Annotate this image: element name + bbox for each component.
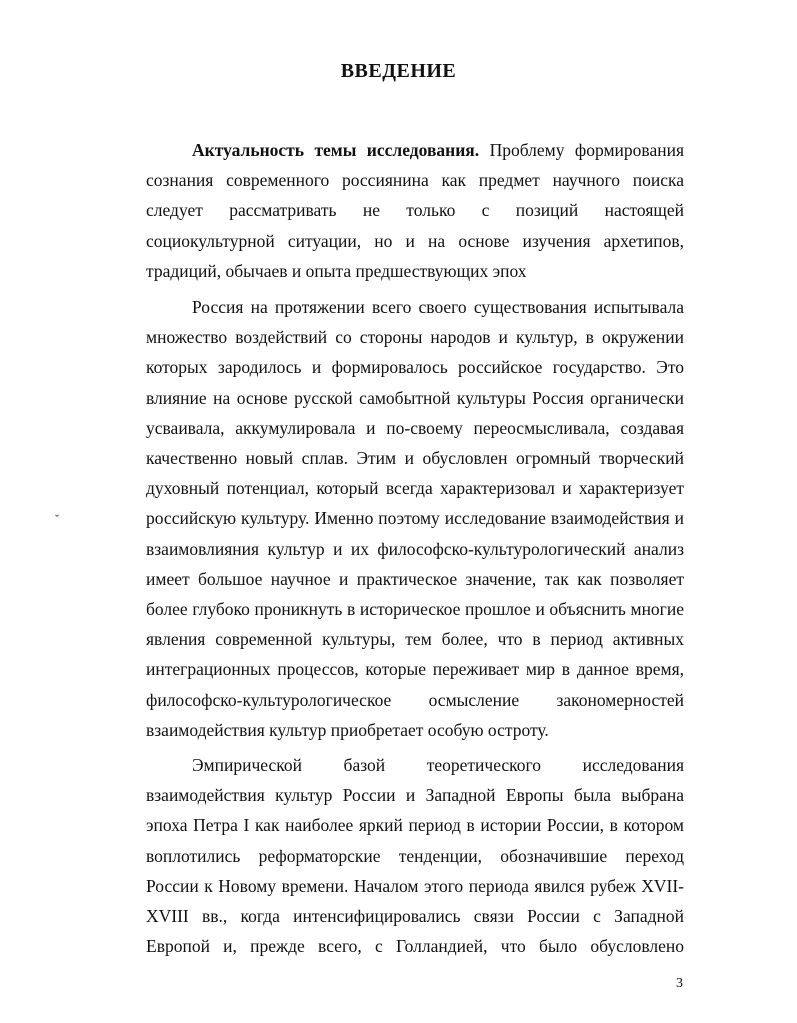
- paragraph-line: российскую культуру. Именно поэтому исследование взаимодействия и: [146, 508, 684, 529]
- paragraph-line: имеет большое научное и практическое значение, так как позволяет: [146, 568, 684, 589]
- paragraph-line: интеграционных процессов, которые переживает мир в данное время,: [146, 659, 684, 680]
- paragraph-empirical-base: [146, 750, 684, 961]
- paragraph-line: [146, 135, 684, 165]
- paragraph-line: более глубоко проникнуть в историческое прошлое и объяснить многие: [146, 599, 684, 620]
- line-text: Проблему формирования: [479, 140, 684, 160]
- paragraph-line: воплотились реформаторские тенденции, обозначившие переход: [146, 845, 684, 866]
- page-number: 3: [676, 976, 683, 991]
- lead-in-bold: Актуальность темы исследования.: [192, 140, 480, 160]
- paragraph-line: социокультурной ситуации, но и на основе изучения архетипов,: [146, 230, 684, 251]
- paragraph-line: традиций, обычаев и опыта предшествующих эпох: [146, 260, 527, 281]
- paragraph-line: эпоха Петра I как наиболее яркий период в истории России, в котором: [146, 815, 684, 836]
- paragraph-line: взаимодействия культур России и Западной Европы была выбрана: [146, 785, 684, 806]
- paragraph-line: качественно новый сплав. Этим и обусловлен огромный творческий: [146, 448, 684, 469]
- paragraph-russia-influences: [146, 292, 684, 745]
- paragraph-line: XVIII вв., когда интенсифицировались связи России с Западной: [146, 906, 684, 927]
- paragraph-line: России к Новому времени. Началом этого периода явился рубеж XVII-: [146, 875, 684, 896]
- paragraph-line: сознания современного россиянина как предмет научного поиска: [146, 170, 684, 191]
- paragraph-line: множество воздействий со стороны народов и культур, в окружении: [146, 327, 684, 348]
- section-heading: ВВЕДЕНИЕ: [340, 60, 457, 82]
- scan-artifact-mark: ˇ: [55, 512, 59, 526]
- paragraph-line: взаимодействия культур приобретает особую остроту.: [146, 719, 549, 740]
- paragraph-line: Эмпирической базой теоретического исследования: [192, 755, 684, 775]
- paragraph-line: философско-культурологическое осмысление закономерностей: [146, 689, 684, 710]
- paragraph-line: следует рассматривать не только с позиций настоящей: [146, 200, 684, 221]
- paragraph-line: влияние на основе русской самобытной культуры Россия органически: [146, 387, 684, 408]
- paragraph-line: Россия на протяжении всего своего существования испытывала: [192, 297, 684, 317]
- paragraph-line: взаимовлияния культур и их философско-культурологический анализ: [146, 538, 684, 559]
- paragraph-line: усваивала, аккумулировала и по-своему переосмысливала, создавая: [146, 417, 684, 438]
- paragraph-line: духовный потенциал, который всегда характеризовал и характеризует: [146, 478, 684, 499]
- paragraph-relevance: [146, 135, 684, 286]
- paragraph-line: которых зародилось и формировалось российское государство. Это: [146, 357, 684, 378]
- paragraph-line: Европой и, прежде всего, с Голландией, что было обусловлено: [146, 936, 684, 957]
- paragraph-line: явления современной культуры, тем более, что в период активных: [146, 629, 684, 650]
